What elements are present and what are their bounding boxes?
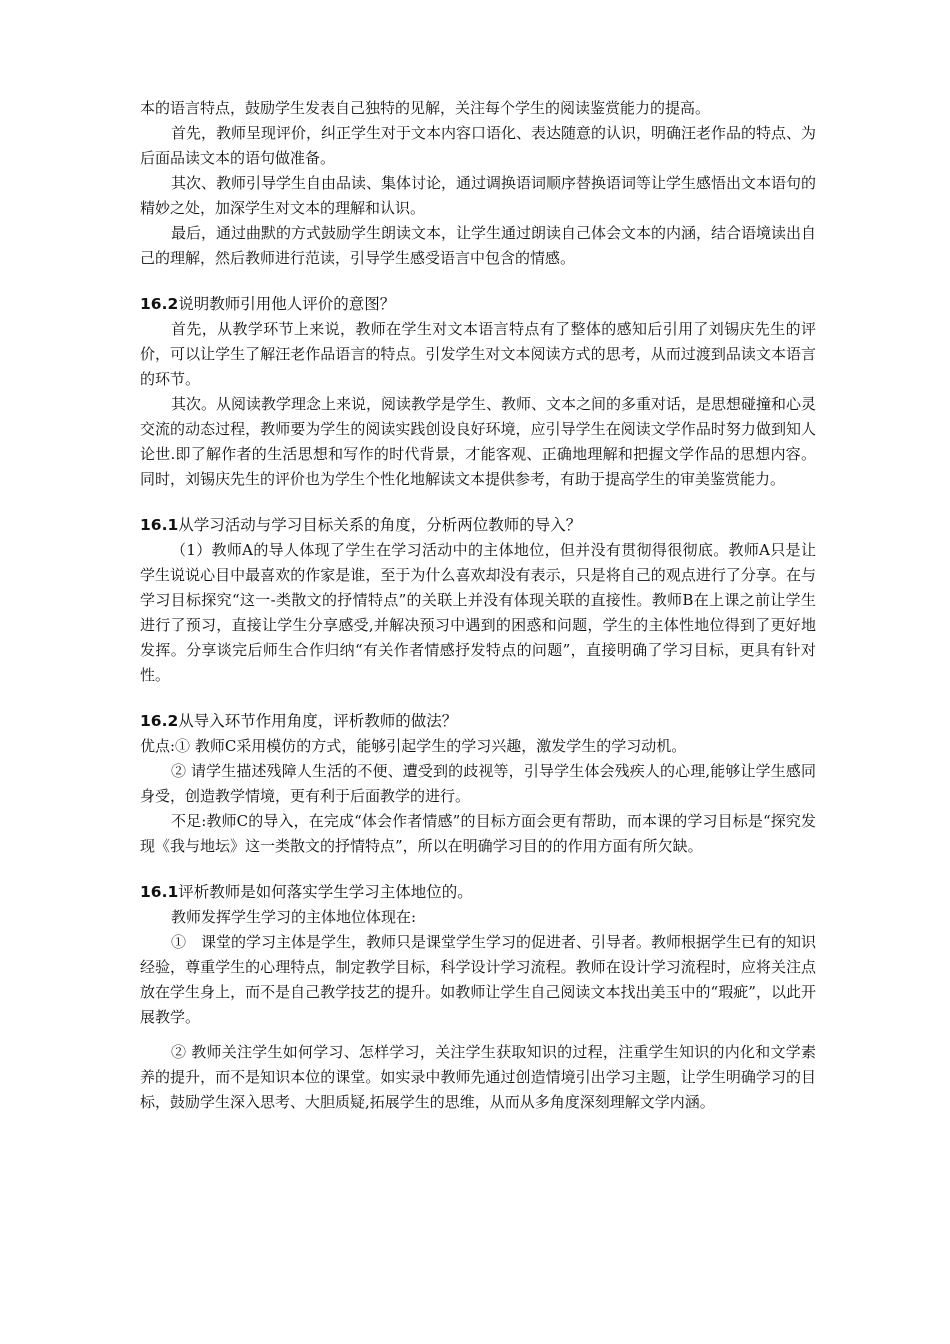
- question-heading: [140, 709, 816, 734]
- question-number: 16.1: [140, 516, 179, 534]
- question-number: 16.2: [140, 712, 179, 730]
- paragraph: 其次、教师引导学生自由品读、集体讨论，通过调换语词顺序替换语词等让学生感悟出文本语句的精妙之处，加深学生对文本的理解和认识。: [140, 174, 817, 217]
- paragraph: ② 请学生描述残障人生活的不便、遭受到的歧视等，引导学生体会残疾人的心理,能够让学生感同身受，创造教学情境，更有利于后面教学的进行。: [140, 762, 816, 805]
- question-title: 从学习活动与学习目标关系的角度，分析两位教师的导入？: [178, 516, 582, 534]
- paragraph: 本的语言特点，鼓励学生发表自己独特的见解，关注每个学生的阅读鉴赏能力的提高。: [140, 99, 711, 117]
- document-page: [140, 96, 816, 1115]
- question-number: 16.1: [140, 883, 179, 901]
- paragraph: 最后，通过曲默的方式鼓励学生朗读文本，让学生通过朗读自己体会文本的内涵，结合语境读出自己的理解，然后教师进行范读，引导学生感受语言中包含的情感。: [140, 224, 817, 267]
- paragraph: 其次。从阅读教学理念上来说，阅读教学是学生、教师、文本之间的多重对话，是思想碰撞和心灵交流的动态过程，教师要为学生的阅读实践创设良好环境，应引导学生在阅读文学作品时努力做到知人论世.即了解作者的生活思想和写作的时代背景，才能客观、正确地理解和把握文学作品的思想内容。同时，刘锡庆先生的评价也为学生个性化地解读文本提供参考，有助于提高学生的审美鉴赏能力。: [140, 395, 817, 488]
- question-title: 评析教师是如何落实学生学习主体地位的。: [178, 883, 473, 901]
- paragraph: 不足:教师C的导入，在完成“体会作者情感”的目标方面会更有帮助，而本课的学习目标是“探究发现《我与地坛》这一类散文的抒情特点”，所以在明确学习目的的作用方面有所欠缺。: [140, 812, 816, 855]
- paragraph: （1）教师A的导人体现了学生在学习活动中的主体地位，但并没有贯彻得很彻底。教师A只是让学生说说心目中最喜欢的作家是谁，至于为什么喜欢却没有表示，只是将自己的观点进行了分享。在与学习目标探究“这一-类散文的抒情特点”的关联上并没有体现关联的直接性。教师B在上课之前让学生进行了预习，直接让学生分享感受,并解决预习中遇到的困惑和问题，学生的主体性地位得到了更好地发挥。分享谈完后师生合作归纳“有关作者情感抒发特点的问题”，直接明确了学习目标，更具有针对性。: [140, 541, 816, 684]
- question-title: 从导入环节作用角度，评析教师的做法？: [178, 712, 458, 730]
- question-heading: [140, 292, 816, 317]
- paragraph: 首先，从教学环节上来说，教师在学生对文本语言特点有了整体的感知后引用了刘锡庆先生的评价，可以让学生了解汪老作品语言的特点。引发学生对文本阅读方式的思考，从而过渡到品读文本语言的环节。: [140, 320, 816, 388]
- paragraph: 首先，教师呈现评价，纠正学生对于文本内容口语化、表达随意的认识，明确汪老作品的特点、为后面品读文本的语句做准备。: [140, 124, 817, 167]
- paragraph: ② 教师关注学生如何学习、怎样学习，关注学生获取知识的过程，注重学生知识的内化和文学素养的提升，而不是知识本位的课堂。如实录中教师先通过创造情境引出学习主题，让学生明确学习的目标，鼓励学生深入思考、大胆质疑,拓展学生的思维，从而从多角度深刻理解文学内涵。: [140, 1043, 816, 1111]
- paragraph: 教师发挥学生学习的主体地位体现在:: [171, 908, 417, 926]
- question-heading: [140, 880, 816, 905]
- paragraph: ① 课堂的学习主体是学生，教师只是课堂学生学习的促进者、引导者。教师根据学生已有的知识经验，尊重学生的心理特点，制定教学目标，科学设计学习流程。教师在设计学习流程时，应将关注点放在学生身上，而不是自己教学技艺的提升。如教师让学生自己阅读文本找出美玉中的“瑕疵”，以此开展教学。: [140, 933, 817, 1026]
- question-title: 说明教师引用他人评价的意图？: [178, 295, 396, 313]
- question-heading: [140, 513, 816, 538]
- question-number: 16.2: [140, 295, 179, 313]
- paragraph: 优点:① 教师C采用模仿的方式，能够引起学生的学习兴趣，激发学生的学习动机。: [140, 737, 687, 755]
